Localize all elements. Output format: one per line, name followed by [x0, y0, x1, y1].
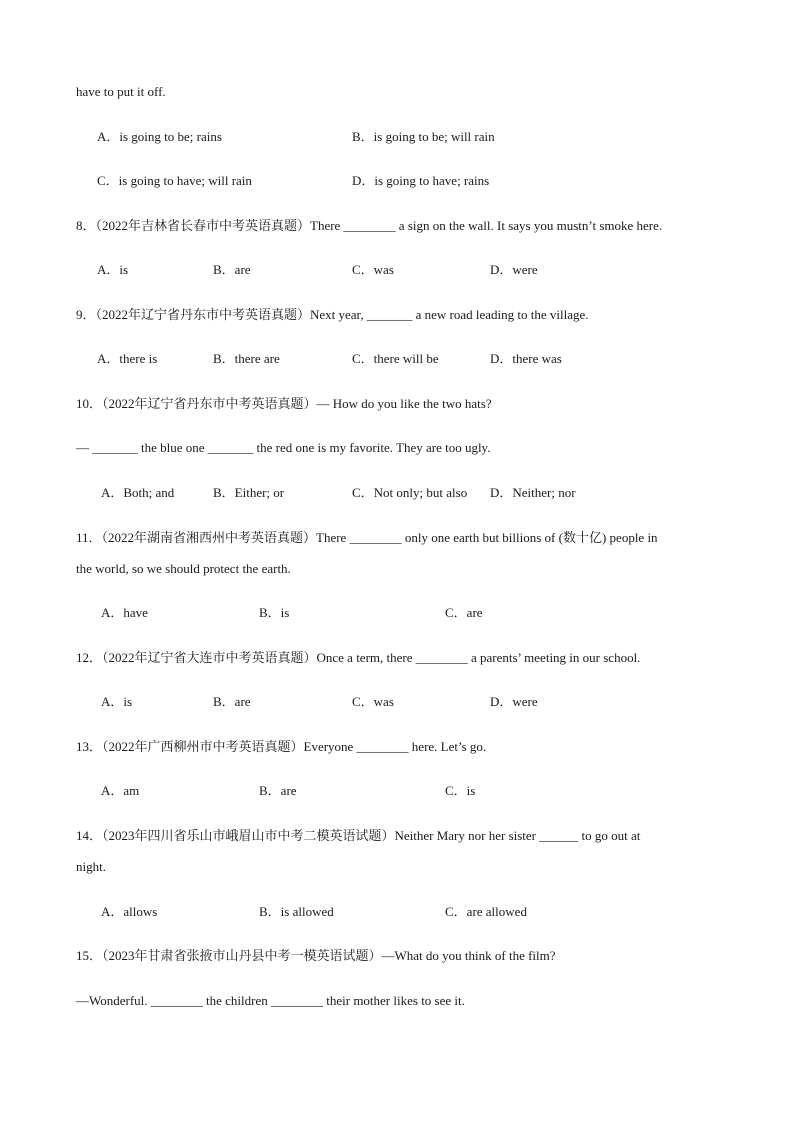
q8-option-d: D．were: [490, 262, 538, 277]
q11-option-b: B．is: [259, 605, 290, 620]
q11-stem: 11．（2022年湖南省湘西州中考英语真题）There ________ only one earth but billions of (数十亿) people in: [76, 530, 658, 545]
q10-stem-line2: — _______ the blue one _______ the red one is my favorite. They are too ugly.: [76, 440, 491, 455]
q11-stem-line2: the world, so we should protect the earth.: [76, 561, 291, 576]
q14-option-c: C．are allowed: [445, 904, 527, 919]
q14-stem-line2: night.: [76, 859, 106, 874]
q15-stem: 15．（2023年甘肃省张掖市山丹县中考一模英语试题）—What do you think of the film?: [76, 948, 556, 963]
q10-stem: 10．（2022年辽宁省丹东市中考英语真题）— How do you like the two hats?: [76, 396, 492, 411]
q9-option-d: D．there was: [490, 351, 562, 366]
q10-option-a: A．Both; and: [101, 485, 175, 500]
q8-option-b: B．are: [213, 262, 251, 277]
q9-stem: 9．（2022年辽宁省丹东市中考英语真题）Next year, _______ a new road leading to the village.: [76, 307, 589, 322]
q9-option-b: B．there are: [213, 351, 280, 366]
q13-option-c: C．is: [445, 783, 476, 798]
q11-option-a: A．have: [101, 605, 148, 620]
q7-option-b: B．is going to be; will rain: [352, 129, 495, 144]
q10-option-b: B．Either; or: [213, 485, 285, 500]
q12-option-c: C．was: [352, 694, 394, 709]
q14-stem: 14．（2023年四川省乐山市峨眉山市中考二模英语试题）Neither Mary nor her sister ______ to go out at: [76, 828, 641, 843]
q10-option-d: D．Neither; nor: [490, 485, 576, 500]
q9-option-a: A．there is: [97, 351, 158, 366]
q7-option-d: D．is going to have; rains: [352, 173, 490, 188]
q13-stem: 13．（2022年广西柳州市中考英语真题）Everyone ________ here. Let’s go.: [76, 739, 487, 754]
q15-stem-line2: —Wonderful. ________ the children ________ their mother likes to see it.: [76, 993, 465, 1008]
q12-option-b: B．are: [213, 694, 251, 709]
q7-option-c: C．is going to have; will rain: [97, 173, 252, 188]
q13-option-b: B．are: [259, 783, 297, 798]
q7-option-a: A．is going to be; rains: [97, 129, 222, 144]
q8-option-a: A．is: [97, 262, 129, 277]
q14-option-a: A．allows: [101, 904, 158, 919]
q12-stem: 12．（2022年辽宁省大连市中考英语真题）Once a term, there ________ a parents’ meeting in our school.: [76, 650, 641, 665]
q8-option-c: C．was: [352, 262, 394, 277]
q9-option-c: C．there will be: [352, 351, 439, 366]
q13-option-a: A．am: [101, 783, 140, 798]
q7-tail: have to put it off.: [76, 84, 166, 99]
q14-option-b: B．is allowed: [259, 904, 334, 919]
q10-option-c: C．Not only; but also: [352, 485, 468, 500]
q12-option-d: D．were: [490, 694, 538, 709]
q12-option-a: A．is: [101, 694, 133, 709]
q11-option-c: C．are: [445, 605, 483, 620]
q8-stem: 8．（2022年吉林省长春市中考英语真题）There ________ a sign on the wall. It says you mustn’t smoke here.: [76, 218, 663, 233]
